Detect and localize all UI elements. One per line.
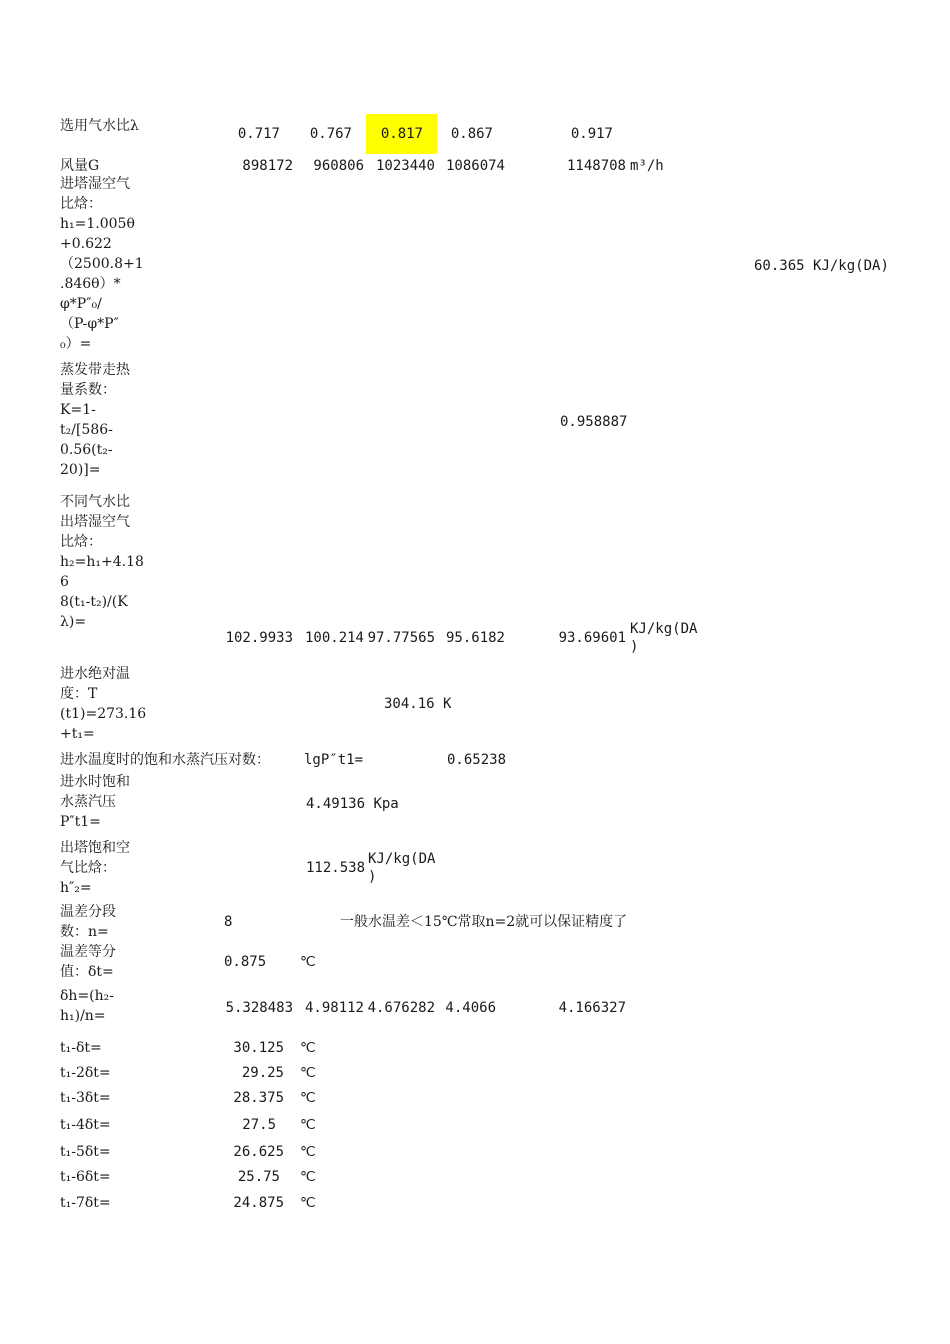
temp-unit-4: ℃	[300, 1117, 316, 1133]
h2-value-3[interactable]: 97.77565	[367, 630, 435, 646]
airflow-label: 风量G	[60, 158, 100, 174]
temp-value-3[interactable]: 28.375	[233, 1090, 284, 1106]
ratio-label: 选用气水比λ	[60, 118, 139, 134]
h2-value-2[interactable]: 100.214	[304, 630, 364, 646]
psat-value[interactable]: 4.49136 Kpa	[306, 796, 399, 812]
dt-value[interactable]: 0.875	[224, 954, 267, 970]
h2-value-4[interactable]: 95.6182	[445, 630, 505, 646]
h2-value-1[interactable]: 102.9933	[225, 630, 293, 646]
temp-unit-2: ℃	[300, 1065, 316, 1081]
segments-label: 温差分段 数：n=	[60, 904, 116, 940]
dh-value-2[interactable]: 4.98112	[304, 1000, 364, 1016]
ratio-value-3[interactable]: 0.817	[380, 126, 423, 142]
temp-label-3: t₁-3δt=	[60, 1090, 111, 1106]
airflow-value-5[interactable]: 1148708	[566, 158, 626, 174]
psat-label: 进水时饱和 水蒸汽压 P″t1=	[60, 774, 130, 830]
temp-label-5: t₁-5δt=	[60, 1144, 111, 1160]
ratio-value-2[interactable]: 0.767	[309, 126, 352, 142]
temp-unit-6: ℃	[300, 1169, 316, 1185]
abs-temp-label: 进水绝对温 度：T (t1)=273.16 +t₁=	[60, 666, 147, 742]
h2-label: 不同气水比 出塔湿空气 比焓： h₂=h₁+4.186 8(t₁-t₂)/(K λ)=	[60, 494, 144, 630]
temp-value-5[interactable]: 26.625	[233, 1144, 284, 1160]
dt-unit: ℃	[300, 954, 316, 970]
temp-label-1: t₁-δt=	[60, 1040, 102, 1056]
dh-value-1[interactable]: 5.328483	[225, 1000, 293, 1016]
k-label: 蒸发带走热 量系数： K=1- t₂/[586- 0.56(t₂- 20)]=	[60, 362, 130, 478]
lgp-formula: lgP″t1=	[304, 752, 364, 768]
temp-label-6: t₁-6δt=	[60, 1169, 111, 1185]
dh-value-5[interactable]: 4.166327	[558, 1000, 626, 1016]
dt-label: 温差等分 值：δt=	[60, 944, 116, 980]
temp-value-6[interactable]: 25.75	[237, 1169, 280, 1185]
airflow-value-3[interactable]: 1023440	[375, 158, 435, 174]
temp-label-7: t₁-7δt=	[60, 1195, 111, 1211]
temp-unit-3: ℃	[300, 1090, 316, 1106]
dh-label: δh=(h₂- h₁)/n=	[60, 988, 114, 1024]
temp-unit-7: ℃	[300, 1195, 316, 1211]
temp-value-7[interactable]: 24.875	[233, 1195, 284, 1211]
ratio-value-1[interactable]: 0.717	[237, 126, 280, 142]
temp-unit-1: ℃	[300, 1040, 316, 1056]
ratio-value-4[interactable]: 0.867	[450, 126, 493, 142]
airflow-value-4[interactable]: 1086074	[445, 158, 505, 174]
temp-value-1[interactable]: 30.125	[233, 1040, 284, 1056]
segments-note: 一般水温差＜15℃常取n=2就可以保证精度了	[340, 914, 628, 930]
abs-temp-value[interactable]: 304.16 K	[384, 696, 452, 712]
lgp-label: 进水温度时的饱和水蒸汽压对数：	[60, 752, 270, 768]
h1-value[interactable]: 60.365 KJ/kg(DA)	[754, 258, 889, 274]
dh-value-3[interactable]: 4.676282	[367, 1000, 435, 1016]
airflow-unit: m³/h	[630, 158, 664, 174]
temp-label-4: t₁-4δt=	[60, 1117, 111, 1133]
h2-value-5[interactable]: 93.69601	[558, 630, 626, 646]
airflow-value-1[interactable]: 898172	[242, 158, 293, 174]
temp-value-2[interactable]: 29.25	[241, 1065, 284, 1081]
temp-unit-5: ℃	[300, 1144, 316, 1160]
ratio-value-5[interactable]: 0.917	[570, 126, 613, 142]
h1-label: 进塔湿空气 比焓： h₁=1.005θ +0.622 （2500.8+1 .846θ）* φ*P″₀/ （P-φ*P″ ₀）=	[60, 176, 144, 352]
h2sat-label: 出塔饱和空 气比焓： h″₂=	[60, 840, 130, 896]
airflow-value-2[interactable]: 960806	[313, 158, 364, 174]
temp-value-4[interactable]: 27.5	[242, 1117, 276, 1133]
h2sat-value[interactable]: 112.538	[306, 860, 366, 876]
temp-label-2: t₁-2δt=	[60, 1065, 111, 1081]
dh-value-4[interactable]: 4.4066	[445, 1000, 496, 1016]
k-value[interactable]: 0.958887	[560, 414, 628, 430]
segments-value[interactable]: 8	[224, 914, 233, 930]
h2sat-unit: KJ/kg(DA )	[368, 851, 436, 885]
lgp-value[interactable]: 0.65238	[447, 752, 507, 768]
h2-unit: KJ/kg(DA )	[630, 621, 698, 655]
